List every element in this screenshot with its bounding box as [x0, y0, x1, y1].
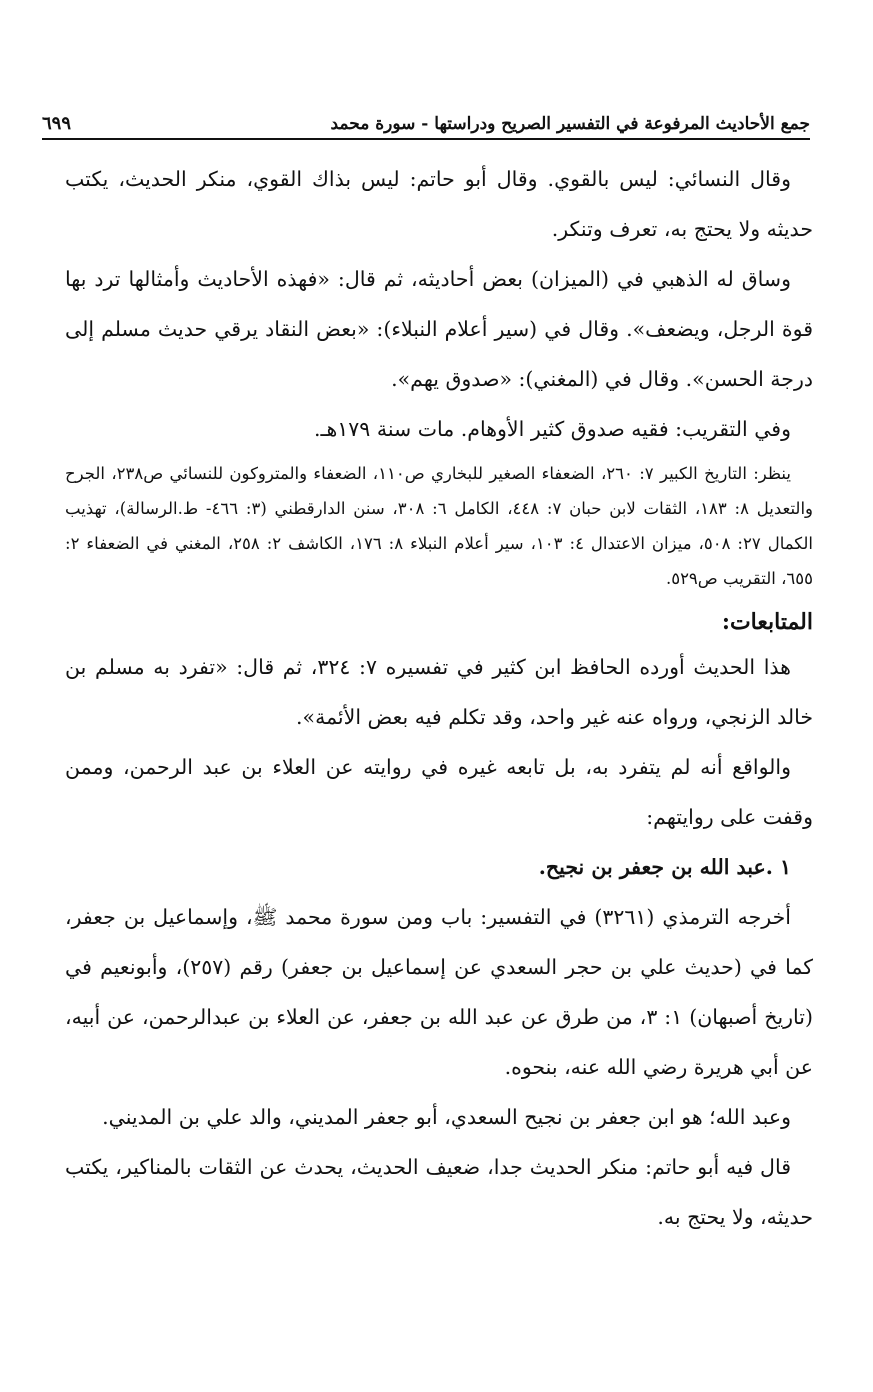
header-title: جمع الأحاديث المرفوعة في التفسير الصريح ودراستها - سورة محمد [330, 114, 810, 134]
paragraph-abu-hatim: قال فيه أبو حاتم: منكر الحديث جدا، ضعيف الحديث، يحدث عن الثقات بالمناكير، يكتب حديثه، ولا يحتج به. [65, 1155, 813, 1229]
paragraph-taqrib: وفي التقريب: فقيه صدوق كثير الأوهام. مات سنة ١٧٩هـ. [313, 417, 791, 441]
running-header [42, 108, 810, 140]
section-heading: المتابعات: [721, 609, 813, 635]
paragraph-ibn-kathir: هذا الحديث أورده الحافظ ابن كثير في تفسيره ٧: ٣٢٤، ثم قال: «تفرد به مسلم بن خالد الزنجي، ورواه عنه غير واحد، وقد تكلم فيه بعض الأئمة». [65, 655, 813, 729]
paragraph-tirmidhi: أخرجه الترمذي (٣٢٦١) في التفسير: باب ومن سورة محمد ﷺ، وإسماعيل بن جعفر، كما في (حديث علي بن حجر السعدي عن إسماعيل بن جعفر) رقم (٢٥٧)، وأبونعيم في (تاريخ أصبهان) ١: ٣، من طرق عن عبد الله بن جعفر، عن العلاء بن عبدالرحمن، عن أبيه، عن أبي هريرة رضي الله عنه، بنحوه. [65, 905, 813, 1079]
list-item-1: ١ .عبد الله بن جعفر بن نجيح. [538, 855, 791, 879]
references-footnote: ينظر: التاريخ الكبير ٧: ٢٦٠، الضعفاء الصغير للبخاري ص١١٠، الضعفاء والمتروكون للنسائي ص٢٣٨، الجرح والتعديل ٨: ١٨٣، الثقات لابن حبان ٧: ٤٤٨، الكامل ٦: ٣٠٨، سنن الدارقطني (٣: ٤٦٦- ط.الرسالة)، تهذيب الكمال ٢٧: ٥٠٨، ميزان الاعتدال ٤: ١٠٣، سير أعلام النبلاء ٨: ١٧٦، الكاشف ٢: ٢٥٨، المغني في الضعفاء ٢: ٦٥٥، التقريب ص٥٢٩. [65, 464, 814, 588]
paragraph-dhahabi: وساق له الذهبي في (الميزان) بعض أحاديثه، ثم قال: «فهذه الأحاديث وأمثالها ترد بها قوة الرجل، ويضعف». وقال في (سير أعلام النبلاء): «بعض النقاد يرقي حديث مسلم إلى درجة الحسن». وقال في (المغني): «صدوق يهم». [65, 267, 813, 391]
paragraph-mutabaat: والواقع أنه لم يتفرد به، بل تابعه غيره في روايته عن العلاء بن عبد الرحمن، وممن وقفت على روايتهم: [65, 755, 813, 829]
page-body [65, 154, 813, 1242]
paragraph-abdullah: وعبد الله؛ هو ابن جعفر بن نجيح السعدي، أبو جعفر المديني، والد علي بن المديني. [102, 1105, 791, 1129]
page-number: ٦٩٩ [42, 113, 72, 134]
paragraph-nasai: وقال النسائي: ليس بالقوي. وقال أبو حاتم: ليس بذاك القوي، منكر الحديث، يكتب حديثه ولا يحتج به، تعرف وتنكر. [65, 167, 813, 241]
